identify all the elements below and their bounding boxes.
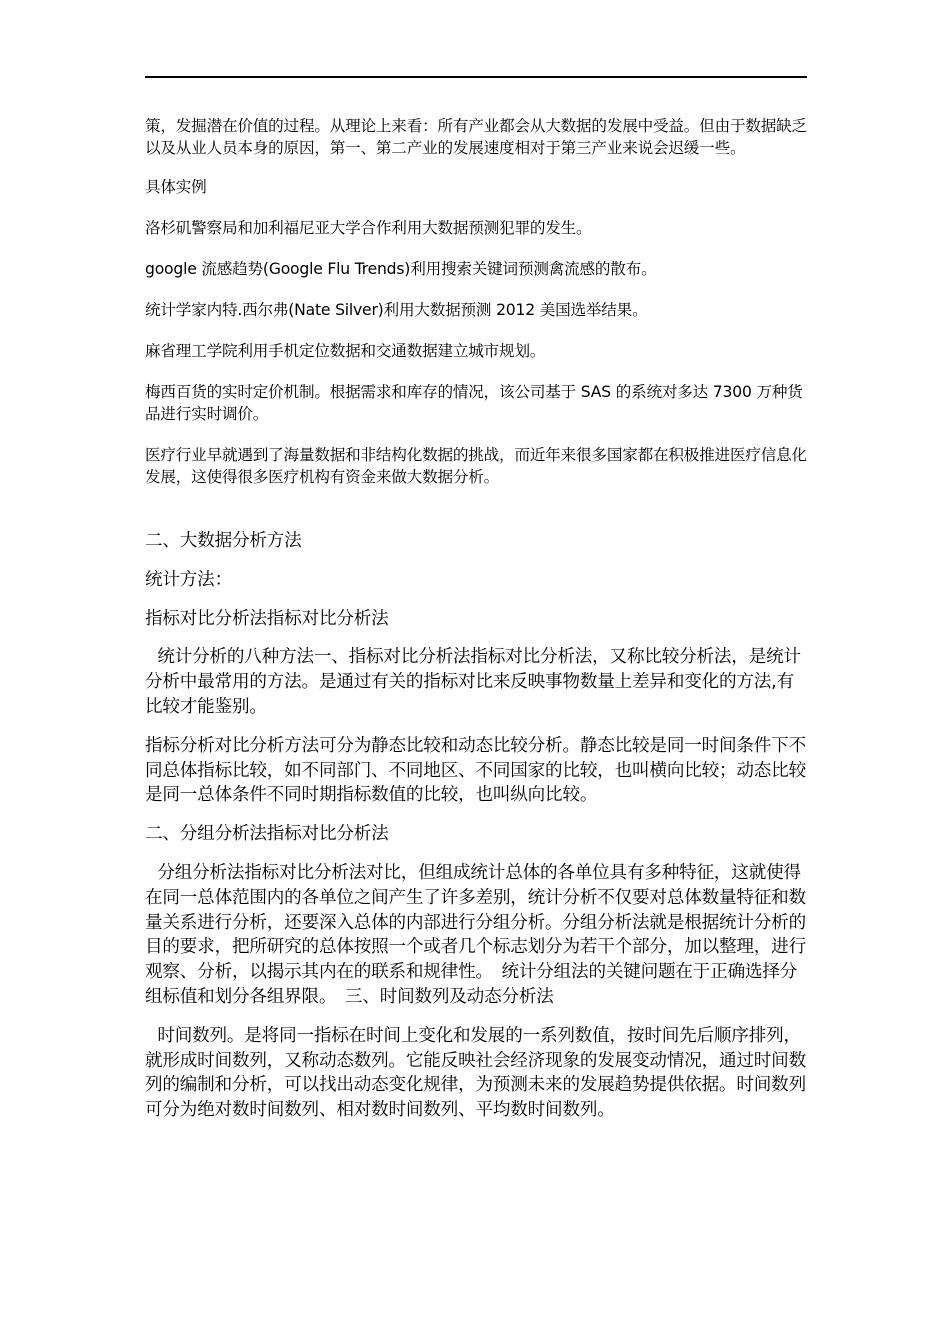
method-paragraph-1: 统计分析的八种方法一、指标对比分析法指标对比分析法，又称比较分析法，是统计分析中最常用的方法。是通过有关的指标对比来反映事物数量上差异和变化的方法,有比较才能鉴别。: [145, 647, 801, 717]
example-item-healthcare: 医疗行业早就遇到了海量数据和非结构化数据的挑战，而近年来很多国家都在积极推进医疗信息化发展，这使得很多医疗机构有资金来做大数据分析。: [145, 446, 807, 486]
example-item-nate-silver: 统计学家内特.西尔弗(Nate Silver)利用大数据预测 2012 美国选举结果。: [145, 301, 648, 319]
example-item-google-flu: google 流感趋势(Google Flu Trends)利用搜索关键词预测禽流感的散布。: [145, 260, 657, 278]
intro-paragraph: 策，发掘潜在价值的过程。从理论上来看：所有产业都会从大数据的发展中受益。但由于数据缺乏以及从业人员本身的原因，第一、第二产业的发展速度相对于第三产业来说会迟缓一些。: [145, 117, 807, 157]
section-title: 二、大数据分析方法: [145, 531, 302, 551]
document-body: [145, 115, 807, 1137]
method-heading: 指标对比分析法指标对比分析法: [145, 608, 389, 629]
example-item-macys: 梅西百货的实时定价机制。根据需求和库存的情况，该公司基于 SAS 的系统对多达 7300 万种货品进行实时调价。: [145, 383, 803, 423]
section-subtitle: 统计方法：: [145, 569, 232, 590]
method-paragraph-2: 指标分析对比分析方法可分为静态比较和动态比较分析。静态比较是同一时间条件下不同总体指标比较，如不同部门、不同地区、不同国家的比较，也叫横向比较；动态比较是同一总体条件不同时期指标数值的比较，也叫纵向比较。: [145, 735, 806, 806]
example-item-mit: 麻省理工学院利用手机定位数据和交通数据建立城市规划。: [145, 342, 546, 360]
method-paragraph-3: 分组分析法指标对比分析法对比，但组成统计总体的各单位具有多种特征，这就使得在同一总体范围内的各单位之间产生了许多差别，统计分析不仅要对总体数量特征和数量关系进行分析，还要深入总体的内部进行分组分析。分组分析法就是根据统计分析的目的要求，把所研究的总体按照一个或者几个标志划分为若干个部分，加以整理，进行观察、分析，以揭示其内在的联系和规律性。 统计分组法的关键问题在于正确选择分组标值和划分各组界限。 三、时间数列及动态分析法: [145, 862, 806, 1007]
method-paragraph-4: 时间数列。是将同一指标在时间上变化和发展的一系列数值，按时间先后顺序排列，就形成时间数列，又称动态数列。它能反映社会经济现象的发展变动情况，通过时间数列的编制和分析，可以找出动态变化规律，为预测未来的发展趋势提供依据。时间数列可分为绝对数时间数列、相对数时间数列、平均数时间数列。: [145, 1025, 806, 1121]
example-item-lapd: 洛杉矶警察局和加利福尼亚大学合作利用大数据预测犯罪的发生。: [145, 219, 592, 237]
method-heading-2: 二、分组分析法指标对比分析法: [145, 824, 389, 845]
examples-heading: 具体实例: [145, 178, 207, 196]
header-rule: [145, 76, 807, 78]
